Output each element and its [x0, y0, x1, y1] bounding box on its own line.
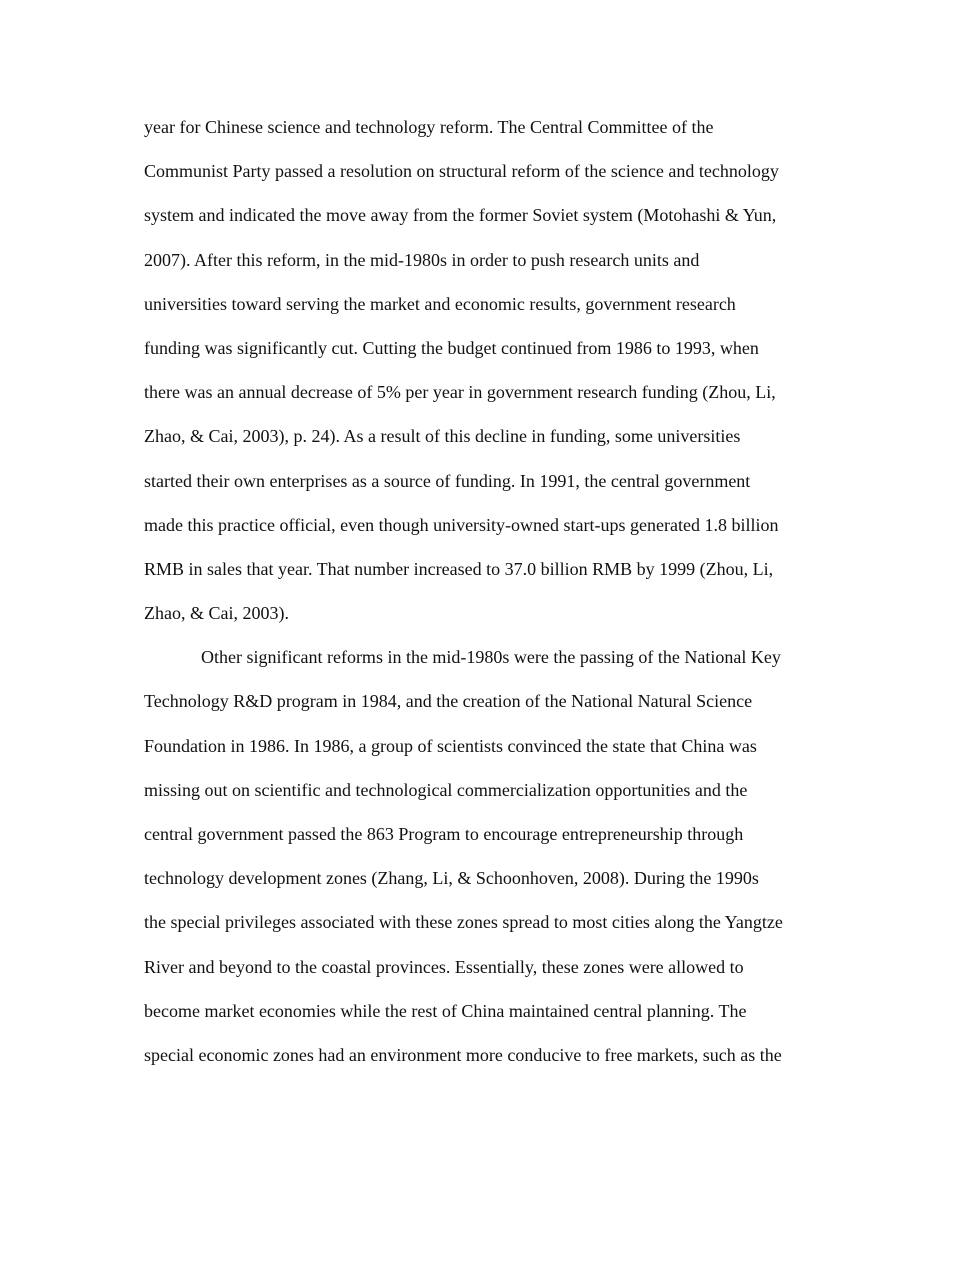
text-line: system and indicated the move away from the former Soviet system (Motohashi & Yun, [144, 205, 777, 226]
text-line: year for Chinese science and technology reform. The Central Committee of the [144, 117, 714, 137]
text-line: River and beyond to the coastal provinces. Essentially, these zones were allowed to [144, 956, 744, 977]
text-line: Foundation in 1986. In 1986, a group of scientists convinced the state that China was [144, 735, 757, 756]
text-line: made this practice official, even though university-owned start-ups generated 1.8 billion [144, 514, 779, 535]
text-line: 2007). After this reform, in the mid-1980s in order to push research units and [144, 249, 700, 270]
text-line: started their own enterprises as a source of funding. In 1991, the central government [144, 470, 751, 491]
text-line: become market economies while the rest of China maintained central planning. The [144, 1000, 747, 1021]
text-line: Communist Party passed a resolution on structural reform of the science and technology [144, 161, 779, 182]
text-line: there was an annual decrease of 5% per year in government research funding (Zhou, Li, [144, 382, 776, 403]
text-line: RMB in sales that year. That number increased to 37.0 billion RMB by 1999 (Zhou, Li, [144, 558, 774, 579]
text-line: technology development zones (Zhang, Li, & Schoonhoven, 2008). During the 1990s [144, 868, 759, 889]
text-line: the special privileges associated with these zones spread to most cities along the Yangtze [144, 912, 783, 933]
text-line: funding was significantly cut. Cutting the budget continued from 1986 to 1993, when [144, 337, 759, 358]
text-line: special economic zones had an environment more conducive to free markets, such as the [144, 1044, 782, 1065]
body-text [144, 112, 844, 1084]
text-line: missing out on scientific and technological commercialization opportunities and the [144, 779, 748, 800]
text-line: Zhao, & Cai, 2003), p. 24). As a result of this decline in funding, some universities [144, 426, 741, 447]
text-line: Technology R&D program in 1984, and the creation of the National Natural Science [144, 691, 753, 712]
text-line: central government passed the 863 Program to encourage entrepreneurship through [144, 824, 744, 844]
paragraph-first-line: Other significant reforms in the mid-1980s were the passing of the National Key [201, 647, 781, 668]
text-line: Zhao, & Cai, 2003). [144, 603, 289, 624]
text-line: universities toward serving the market and economic results, government research [144, 293, 736, 314]
